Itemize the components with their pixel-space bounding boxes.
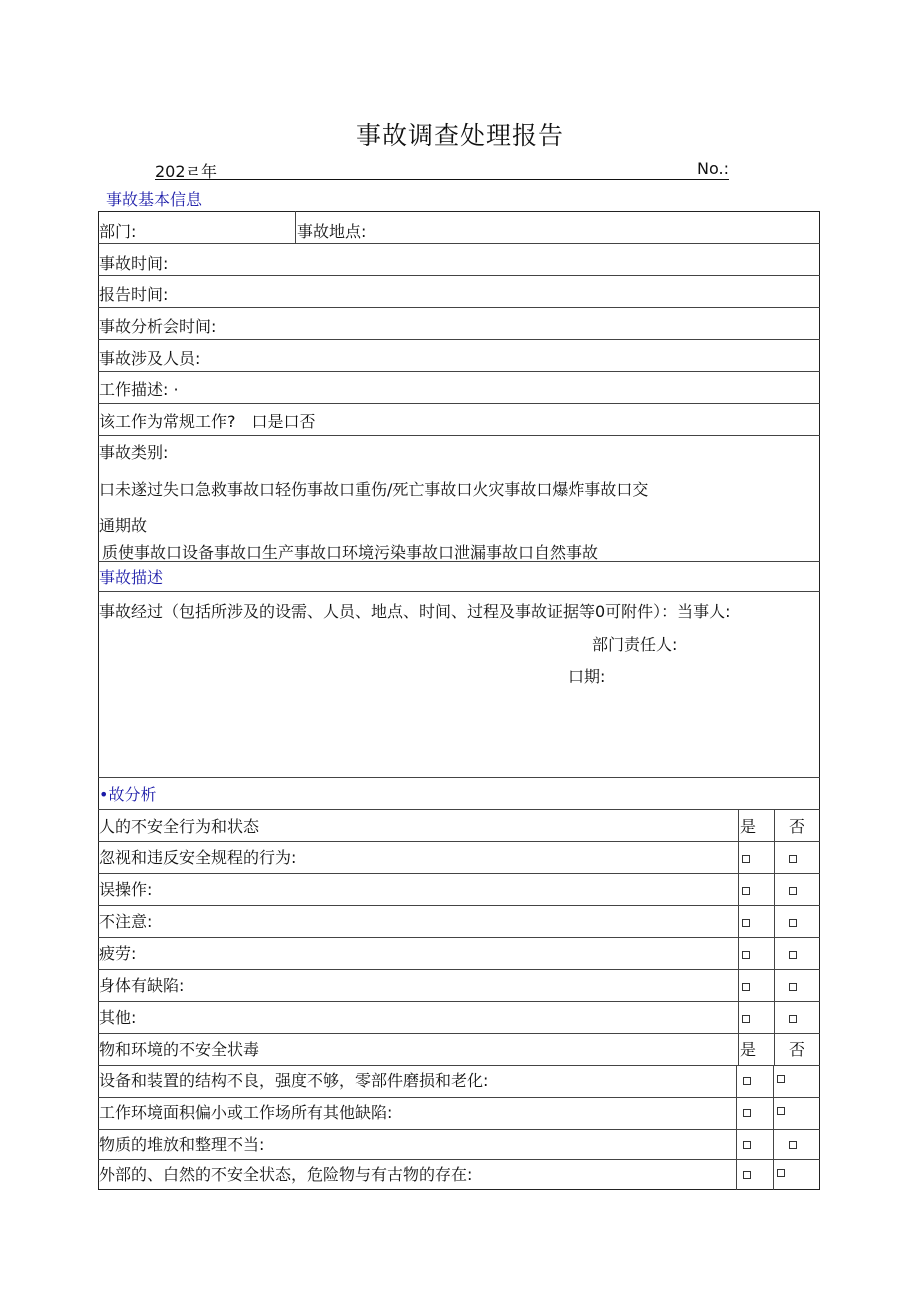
row-divider (98, 403, 820, 404)
column-divider (773, 1065, 774, 1190)
environment-item: 工作环境面积偏小或工作场所有其他缺陷: (99, 1103, 393, 1122)
category-options-line2[interactable]: 通期故 (99, 516, 148, 535)
row-divider (98, 435, 820, 436)
row-divider (98, 371, 820, 372)
year-line (155, 159, 729, 180)
row-divider (98, 339, 820, 340)
environment-factors-header: 物和环境的不安全状毒 (99, 1040, 260, 1059)
column-divider (736, 1065, 737, 1190)
environment-yes-header: 是 (740, 1040, 757, 1059)
row-divider (98, 969, 820, 970)
category-options-line3[interactable]: 质使事故口设备事故口生产事故口环境污染事故口泄漏事故口自然事故 (102, 543, 599, 562)
column-divider (774, 1033, 775, 1065)
row-divider (98, 1001, 820, 1002)
environment-item: 设备和装置的结构不良，强度不够，零部件磨损和老化: (99, 1071, 489, 1090)
category-label: 事故类别: (99, 443, 169, 462)
date-field[interactable]: 口期: (568, 667, 606, 686)
row-divider (98, 1097, 820, 1098)
row-divider (98, 1159, 820, 1160)
row-divider (98, 905, 820, 906)
no-checkbox[interactable] (789, 919, 797, 927)
row-divider (98, 243, 820, 244)
row-divider (98, 307, 820, 308)
human-item: 疲劳: (99, 944, 137, 963)
yes-checkbox[interactable] (743, 1141, 751, 1149)
environment-no-header: 否 (789, 1040, 806, 1059)
environment-item: 物质的堆放和整理不当: (99, 1135, 265, 1154)
yes-checkbox[interactable] (742, 855, 750, 863)
yes-checkbox[interactable] (743, 1109, 751, 1117)
column-divider (295, 211, 296, 243)
column-divider (738, 1033, 739, 1065)
human-item: 忽视和违反安全规程的行为: (99, 848, 297, 867)
location-field[interactable]: 事故地点: (297, 222, 367, 241)
yes-checkbox[interactable] (742, 887, 750, 895)
row-divider (98, 937, 820, 938)
section-basic-info: 事故基本信息 (106, 190, 203, 209)
department-field[interactable]: 部门: (99, 222, 137, 241)
row-divider (98, 873, 820, 874)
row-divider (98, 841, 820, 842)
year-label: 202ㄹ年 (155, 162, 217, 181)
yes-checkbox[interactable] (742, 983, 750, 991)
work-description-field[interactable]: 工作描述: · (99, 380, 179, 399)
human-yes-header: 是 (740, 817, 757, 836)
yes-checkbox[interactable] (742, 919, 750, 927)
human-factors-header: 人的不安全行为和状态 (99, 817, 260, 836)
no-checkbox[interactable] (777, 1107, 785, 1115)
accident-time-field[interactable]: 事故时间: (99, 254, 169, 273)
yes-checkbox[interactable] (743, 1077, 751, 1085)
column-divider (738, 809, 739, 1033)
yes-checkbox[interactable] (742, 951, 750, 959)
no-checkbox[interactable] (789, 1015, 797, 1023)
no-checkbox[interactable] (777, 1169, 785, 1177)
row-divider (98, 275, 820, 276)
category-options-line1[interactable]: 口未遂过失口急救事故口轻伤事故口重伤/死亡事故口火灾事故口爆炸事故口交 (99, 480, 649, 499)
no-checkbox[interactable] (789, 951, 797, 959)
yes-checkbox[interactable] (743, 1171, 751, 1179)
category-options-line3-clipped (98, 543, 820, 562)
report-title: 事故调查处理报告 (355, 121, 564, 150)
no-checkbox[interactable] (777, 1075, 785, 1083)
report-number-label: No.: (697, 159, 729, 178)
dept-head-field[interactable]: 部门责任人: (592, 635, 678, 654)
no-checkbox[interactable] (789, 887, 797, 895)
no-checkbox[interactable] (789, 855, 797, 863)
human-item: 身体有缺陷: (99, 976, 185, 995)
human-item: 误操作: (99, 880, 153, 899)
row-divider (98, 1033, 820, 1034)
report-time-field[interactable]: 报告时间: (99, 285, 169, 304)
section-description: 事故描述 (99, 568, 164, 587)
row-divider (98, 809, 820, 810)
process-field[interactable]: 事故经过（包括所涉及的设需、人员、地点、时间、过程及事故证据等0可附件）：当事人: (99, 602, 731, 621)
routine-work-question[interactable]: 该工作为常规工作? 口是口否 (99, 412, 316, 431)
environment-item: 外部的、白然的不安全状态，危险物与有古物的存在: (99, 1165, 473, 1184)
human-item: 不注意: (99, 912, 153, 931)
row-divider (98, 1065, 820, 1066)
section-analysis: •故分析 (99, 785, 157, 804)
row-divider (98, 1129, 820, 1130)
human-item: 其他: (99, 1008, 137, 1027)
row-divider (98, 591, 820, 592)
yes-checkbox[interactable] (742, 1015, 750, 1023)
no-checkbox[interactable] (789, 1141, 797, 1149)
row-divider (98, 561, 820, 562)
meeting-time-field[interactable]: 事故分析会时间: (99, 317, 217, 336)
human-no-header: 否 (789, 817, 806, 836)
people-involved-field[interactable]: 事故涉及人员: (99, 349, 201, 368)
no-checkbox[interactable] (789, 983, 797, 991)
row-divider (98, 777, 820, 778)
column-divider (774, 809, 775, 1033)
